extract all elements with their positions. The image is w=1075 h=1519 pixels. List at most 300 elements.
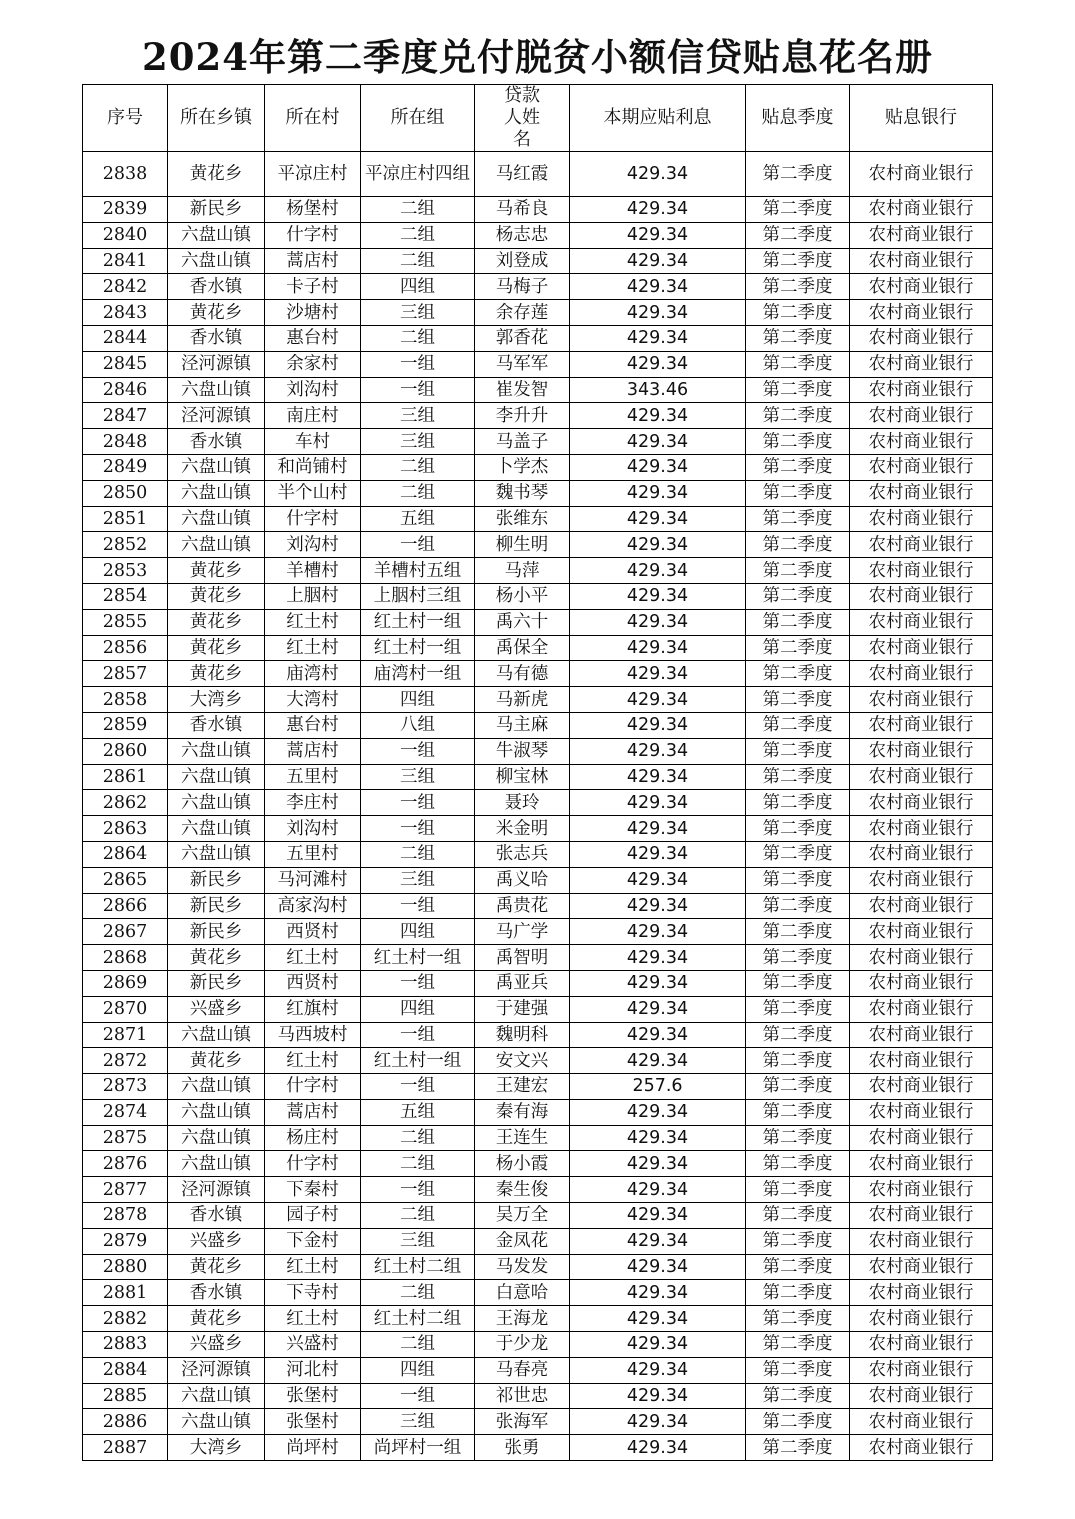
group-cell: 一组	[361, 1022, 475, 1048]
quarter-cell: 第二季度	[746, 532, 850, 558]
village-cell: 大湾村	[265, 687, 361, 713]
bank-cell: 农村商业银行	[850, 609, 993, 635]
township-cell: 六盘山镇	[168, 738, 265, 764]
group-cell: 红土村一组	[361, 1048, 475, 1074]
interest-cell: 429.34	[570, 1048, 746, 1074]
interest-cell: 429.34	[570, 738, 746, 764]
borrower-cell: 杨志忠	[475, 222, 570, 248]
borrower-cell: 张勇	[475, 1435, 570, 1461]
quarter-cell: 第二季度	[746, 712, 850, 738]
borrower-cell: 李升升	[475, 403, 570, 429]
quarter-cell: 第二季度	[746, 996, 850, 1022]
group-cell: 一组	[361, 1177, 475, 1203]
serial-cell: 2874	[83, 1099, 168, 1125]
township-cell: 六盘山镇	[168, 377, 265, 403]
serial-cell: 2879	[83, 1228, 168, 1254]
group-cell: 二组	[361, 480, 475, 506]
quarter-cell: 第二季度	[746, 558, 850, 584]
group-cell: 一组	[361, 532, 475, 558]
group-cell: 红土村二组	[361, 1306, 475, 1332]
quarter-cell: 第二季度	[746, 274, 850, 300]
bank-cell: 农村商业银行	[850, 919, 993, 945]
borrower-cell: 吴万全	[475, 1203, 570, 1229]
serial-cell: 2886	[83, 1409, 168, 1435]
village-cell: 半个山村	[265, 480, 361, 506]
village-cell: 马河滩村	[265, 867, 361, 893]
serial-cell: 2841	[83, 248, 168, 274]
table-row	[83, 1074, 993, 1100]
group-cell: 一组	[361, 1383, 475, 1409]
table-row	[83, 1306, 993, 1332]
bank-cell: 农村商业银行	[850, 970, 993, 996]
quarter-cell: 第二季度	[746, 1048, 850, 1074]
group-cell: 一组	[361, 970, 475, 996]
interest-cell: 429.34	[570, 1435, 746, 1461]
group-cell: 二组	[361, 248, 475, 274]
township-cell: 香水镇	[168, 712, 265, 738]
township-cell: 黄花乡	[168, 661, 265, 687]
village-cell: 刘沟村	[265, 816, 361, 842]
group-cell: 三组	[361, 403, 475, 429]
quarter-cell: 第二季度	[746, 222, 850, 248]
village-cell: 红土村	[265, 1048, 361, 1074]
township-cell: 兴盛乡	[168, 996, 265, 1022]
serial-cell: 2880	[83, 1254, 168, 1280]
serial-cell: 2860	[83, 738, 168, 764]
serial-cell: 2867	[83, 919, 168, 945]
serial-cell: 2852	[83, 532, 168, 558]
group-cell: 平凉庄村四组	[361, 152, 475, 197]
group-cell: 二组	[361, 1332, 475, 1358]
group-cell: 四组	[361, 1357, 475, 1383]
village-cell: 上胭村	[265, 583, 361, 609]
table-row	[83, 1357, 993, 1383]
serial-cell: 2842	[83, 274, 168, 300]
bank-cell: 农村商业银行	[850, 1048, 993, 1074]
serial-cell: 2862	[83, 790, 168, 816]
borrower-cell: 马梅子	[475, 274, 570, 300]
header-borrower	[475, 85, 570, 152]
township-cell: 六盘山镇	[168, 764, 265, 790]
township-cell: 黄花乡	[168, 583, 265, 609]
village-cell: 南庄村	[265, 403, 361, 429]
interest-cell: 429.34	[570, 1254, 746, 1280]
township-cell: 六盘山镇	[168, 454, 265, 480]
village-cell: 庙湾村	[265, 661, 361, 687]
borrower-cell: 卜学杰	[475, 454, 570, 480]
serial-cell: 2865	[83, 867, 168, 893]
table-row	[83, 300, 993, 326]
borrower-cell: 白意哈	[475, 1280, 570, 1306]
quarter-cell: 第二季度	[746, 893, 850, 919]
village-cell: 园子村	[265, 1203, 361, 1229]
table-row	[83, 377, 993, 403]
group-cell: 红土村一组	[361, 635, 475, 661]
table-row	[83, 454, 993, 480]
bank-cell: 农村商业银行	[850, 1125, 993, 1151]
quarter-cell: 第二季度	[746, 403, 850, 429]
quarter-cell: 第二季度	[746, 1332, 850, 1358]
bank-cell: 农村商业银行	[850, 300, 993, 326]
serial-cell: 2854	[83, 583, 168, 609]
township-cell: 六盘山镇	[168, 1125, 265, 1151]
village-cell: 五里村	[265, 841, 361, 867]
township-cell: 香水镇	[168, 429, 265, 455]
bank-cell: 农村商业银行	[850, 429, 993, 455]
group-cell: 一组	[361, 1074, 475, 1100]
quarter-cell: 第二季度	[746, 325, 850, 351]
borrower-cell: 张志兵	[475, 841, 570, 867]
quarter-cell: 第二季度	[746, 248, 850, 274]
table-row	[83, 429, 993, 455]
interest-cell: 429.34	[570, 1099, 746, 1125]
header-borrower-label: 贷款人姓名	[504, 85, 540, 150]
village-cell: 红土村	[265, 609, 361, 635]
interest-cell: 429.34	[570, 532, 746, 558]
interest-cell: 429.34	[570, 454, 746, 480]
header-serial: 序号	[83, 85, 168, 152]
quarter-cell: 第二季度	[746, 661, 850, 687]
village-cell: 卡子村	[265, 274, 361, 300]
bank-cell: 农村商业银行	[850, 197, 993, 223]
interest-cell: 429.34	[570, 248, 746, 274]
serial-cell: 2866	[83, 893, 168, 919]
township-cell: 六盘山镇	[168, 1409, 265, 1435]
group-cell: 二组	[361, 197, 475, 223]
interest-cell: 429.34	[570, 1151, 746, 1177]
group-cell: 二组	[361, 1125, 475, 1151]
borrower-cell: 魏明科	[475, 1022, 570, 1048]
township-cell: 大湾乡	[168, 687, 265, 713]
group-cell: 二组	[361, 222, 475, 248]
township-cell: 香水镇	[168, 1203, 265, 1229]
serial-cell: 2871	[83, 1022, 168, 1048]
header-group: 所在组	[361, 85, 475, 152]
interest-cell: 429.34	[570, 919, 746, 945]
village-cell: 西贤村	[265, 919, 361, 945]
header-township: 所在乡镇	[168, 85, 265, 152]
interest-cell: 429.34	[570, 893, 746, 919]
bank-cell: 农村商业银行	[850, 1435, 993, 1461]
table-row	[83, 351, 993, 377]
serial-cell: 2872	[83, 1048, 168, 1074]
township-cell: 黄花乡	[168, 609, 265, 635]
bank-cell: 农村商业银行	[850, 1280, 993, 1306]
township-cell: 泾河源镇	[168, 1357, 265, 1383]
township-cell: 兴盛乡	[168, 1228, 265, 1254]
bank-cell: 农村商业银行	[850, 1074, 993, 1100]
interest-cell: 429.34	[570, 1177, 746, 1203]
table-row	[83, 661, 993, 687]
table-row	[83, 1151, 993, 1177]
group-cell: 三组	[361, 300, 475, 326]
interest-cell: 429.34	[570, 351, 746, 377]
township-cell: 六盘山镇	[168, 841, 265, 867]
township-cell: 香水镇	[168, 274, 265, 300]
group-cell: 红土村一组	[361, 609, 475, 635]
village-cell: 平凉庄村	[265, 152, 361, 197]
village-cell: 蒿店村	[265, 738, 361, 764]
interest-cell: 257.6	[570, 1074, 746, 1100]
interest-cell: 429.34	[570, 300, 746, 326]
quarter-cell: 第二季度	[746, 919, 850, 945]
borrower-cell: 马盖子	[475, 429, 570, 455]
quarter-cell: 第二季度	[746, 351, 850, 377]
borrower-cell: 马新虎	[475, 687, 570, 713]
table-row	[83, 867, 993, 893]
table-row	[83, 1125, 993, 1151]
quarter-cell: 第二季度	[746, 867, 850, 893]
township-cell: 泾河源镇	[168, 1177, 265, 1203]
bank-cell: 农村商业银行	[850, 454, 993, 480]
table-row	[83, 738, 993, 764]
quarter-cell: 第二季度	[746, 1383, 850, 1409]
table-row	[83, 712, 993, 738]
borrower-cell: 崔发智	[475, 377, 570, 403]
village-cell: 河北村	[265, 1357, 361, 1383]
township-cell: 六盘山镇	[168, 222, 265, 248]
serial-cell: 2863	[83, 816, 168, 842]
table-row	[83, 1435, 993, 1461]
bank-cell: 农村商业银行	[850, 1357, 993, 1383]
table-row	[83, 919, 993, 945]
bank-cell: 农村商业银行	[850, 996, 993, 1022]
table-row	[83, 635, 993, 661]
group-cell: 二组	[361, 454, 475, 480]
township-cell: 六盘山镇	[168, 790, 265, 816]
serial-cell: 2839	[83, 197, 168, 223]
bank-cell: 农村商业银行	[850, 712, 993, 738]
interest-cell: 429.34	[570, 1332, 746, 1358]
village-cell: 惠台村	[265, 325, 361, 351]
serial-cell: 2875	[83, 1125, 168, 1151]
interest-cell: 429.34	[570, 609, 746, 635]
borrower-cell: 禹贵花	[475, 893, 570, 919]
village-cell: 什字村	[265, 222, 361, 248]
borrower-cell: 马萍	[475, 558, 570, 584]
bank-cell: 农村商业银行	[850, 945, 993, 971]
serial-cell: 2885	[83, 1383, 168, 1409]
table-row	[83, 1280, 993, 1306]
table-row	[83, 532, 993, 558]
township-cell: 黄花乡	[168, 558, 265, 584]
township-cell: 六盘山镇	[168, 1074, 265, 1100]
bank-cell: 农村商业银行	[850, 377, 993, 403]
quarter-cell: 第二季度	[746, 738, 850, 764]
group-cell: 四组	[361, 687, 475, 713]
serial-cell: 2864	[83, 841, 168, 867]
village-cell: 蒿店村	[265, 1099, 361, 1125]
interest-cell: 429.34	[570, 1383, 746, 1409]
bank-cell: 农村商业银行	[850, 403, 993, 429]
bank-cell: 农村商业银行	[850, 1254, 993, 1280]
serial-cell: 2853	[83, 558, 168, 584]
group-cell: 四组	[361, 996, 475, 1022]
table-row	[83, 1254, 993, 1280]
group-cell: 庙湾村一组	[361, 661, 475, 687]
interest-cell: 429.34	[570, 429, 746, 455]
serial-cell: 2887	[83, 1435, 168, 1461]
borrower-cell: 聂玲	[475, 790, 570, 816]
interest-cell: 429.34	[570, 197, 746, 223]
bank-cell: 农村商业银行	[850, 1332, 993, 1358]
quarter-cell: 第二季度	[746, 480, 850, 506]
borrower-cell: 米金明	[475, 816, 570, 842]
village-cell: 尚坪村	[265, 1435, 361, 1461]
table-row	[83, 506, 993, 532]
interest-cell: 429.34	[570, 583, 746, 609]
village-cell: 杨庄村	[265, 1125, 361, 1151]
serial-cell: 2845	[83, 351, 168, 377]
village-cell: 五里村	[265, 764, 361, 790]
borrower-cell: 杨小霞	[475, 1151, 570, 1177]
village-cell: 什字村	[265, 1151, 361, 1177]
serial-cell: 2877	[83, 1177, 168, 1203]
interest-cell: 429.34	[570, 558, 746, 584]
borrower-cell: 禹义哈	[475, 867, 570, 893]
interest-cell: 429.34	[570, 325, 746, 351]
village-cell: 余家村	[265, 351, 361, 377]
bank-cell: 农村商业银行	[850, 790, 993, 816]
quarter-cell: 第二季度	[746, 609, 850, 635]
interest-cell: 429.34	[570, 480, 746, 506]
borrower-cell: 禹亚兵	[475, 970, 570, 996]
quarter-cell: 第二季度	[746, 816, 850, 842]
table-row	[83, 1409, 993, 1435]
table-row	[83, 1048, 993, 1074]
quarter-cell: 第二季度	[746, 1074, 850, 1100]
borrower-cell: 祁世忠	[475, 1383, 570, 1409]
table-row	[83, 687, 993, 713]
interest-cell: 429.34	[570, 1203, 746, 1229]
township-cell: 新民乡	[168, 970, 265, 996]
township-cell: 黄花乡	[168, 1048, 265, 1074]
interest-cell: 429.34	[570, 1280, 746, 1306]
group-cell: 一组	[361, 893, 475, 919]
borrower-cell: 马有德	[475, 661, 570, 687]
village-cell: 马西坡村	[265, 1022, 361, 1048]
village-cell: 红旗村	[265, 996, 361, 1022]
group-cell: 红土村二组	[361, 1254, 475, 1280]
bank-cell: 农村商业银行	[850, 687, 993, 713]
borrower-cell: 秦有海	[475, 1099, 570, 1125]
bank-cell: 农村商业银行	[850, 867, 993, 893]
borrower-cell: 马主麻	[475, 712, 570, 738]
serial-cell: 2850	[83, 480, 168, 506]
township-cell: 新民乡	[168, 867, 265, 893]
group-cell: 四组	[361, 274, 475, 300]
borrower-cell: 禹六十	[475, 609, 570, 635]
township-cell: 新民乡	[168, 197, 265, 223]
quarter-cell: 第二季度	[746, 1435, 850, 1461]
quarter-cell: 第二季度	[746, 1099, 850, 1125]
borrower-cell: 金凤花	[475, 1228, 570, 1254]
group-cell: 一组	[361, 816, 475, 842]
header-village: 所在村	[265, 85, 361, 152]
bank-cell: 农村商业银行	[850, 738, 993, 764]
group-cell: 四组	[361, 919, 475, 945]
interest-cell: 429.34	[570, 790, 746, 816]
township-cell: 黄花乡	[168, 945, 265, 971]
group-cell: 尚坪村一组	[361, 1435, 475, 1461]
interest-cell: 429.34	[570, 1306, 746, 1332]
interest-cell: 429.34	[570, 1357, 746, 1383]
borrower-cell: 禹保全	[475, 635, 570, 661]
quarter-cell: 第二季度	[746, 764, 850, 790]
serial-cell: 2847	[83, 403, 168, 429]
quarter-cell: 第二季度	[746, 1228, 850, 1254]
group-cell: 红土村一组	[361, 945, 475, 971]
village-cell: 下寺村	[265, 1280, 361, 1306]
township-cell: 六盘山镇	[168, 506, 265, 532]
table-row	[83, 970, 993, 996]
group-cell: 八组	[361, 712, 475, 738]
serial-cell: 2855	[83, 609, 168, 635]
bank-cell: 农村商业银行	[850, 583, 993, 609]
serial-cell: 2859	[83, 712, 168, 738]
bank-cell: 农村商业银行	[850, 248, 993, 274]
quarter-cell: 第二季度	[746, 1177, 850, 1203]
table-row	[83, 583, 993, 609]
village-cell: 什字村	[265, 1074, 361, 1100]
group-cell: 三组	[361, 1409, 475, 1435]
table-row	[83, 152, 993, 197]
quarter-cell: 第二季度	[746, 1125, 850, 1151]
interest-cell: 429.34	[570, 712, 746, 738]
township-cell: 黄花乡	[168, 635, 265, 661]
table-row	[83, 841, 993, 867]
table-row	[83, 558, 993, 584]
group-cell: 三组	[361, 867, 475, 893]
table-row	[83, 1022, 993, 1048]
roster-table	[82, 84, 993, 1461]
borrower-cell: 柳宝林	[475, 764, 570, 790]
borrower-cell: 余存莲	[475, 300, 570, 326]
township-cell: 六盘山镇	[168, 1383, 265, 1409]
quarter-cell: 第二季度	[746, 1306, 850, 1332]
header-bank: 贴息银行	[850, 85, 993, 152]
bank-cell: 农村商业银行	[850, 1409, 993, 1435]
village-cell: 张堡村	[265, 1383, 361, 1409]
borrower-cell: 王海龙	[475, 1306, 570, 1332]
table-row	[83, 1203, 993, 1229]
township-cell: 香水镇	[168, 1280, 265, 1306]
township-cell: 六盘山镇	[168, 1022, 265, 1048]
village-cell: 李庄村	[265, 790, 361, 816]
table-row	[83, 1099, 993, 1125]
bank-cell: 农村商业银行	[850, 1203, 993, 1229]
group-cell: 二组	[361, 1203, 475, 1229]
village-cell: 红土村	[265, 1254, 361, 1280]
quarter-cell: 第二季度	[746, 790, 850, 816]
bank-cell: 农村商业银行	[850, 1099, 993, 1125]
interest-cell: 429.34	[570, 1125, 746, 1151]
borrower-cell: 牛淑琴	[475, 738, 570, 764]
bank-cell: 农村商业银行	[850, 1228, 993, 1254]
bank-cell: 农村商业银行	[850, 152, 993, 197]
interest-cell: 429.34	[570, 403, 746, 429]
village-cell: 高家沟村	[265, 893, 361, 919]
group-cell: 三组	[361, 764, 475, 790]
interest-cell: 429.34	[570, 687, 746, 713]
quarter-cell: 第二季度	[746, 583, 850, 609]
bank-cell: 农村商业银行	[850, 635, 993, 661]
township-cell: 兴盛乡	[168, 1332, 265, 1358]
interest-cell: 429.34	[570, 764, 746, 790]
quarter-cell: 第二季度	[746, 687, 850, 713]
bank-cell: 农村商业银行	[850, 558, 993, 584]
quarter-cell: 第二季度	[746, 300, 850, 326]
